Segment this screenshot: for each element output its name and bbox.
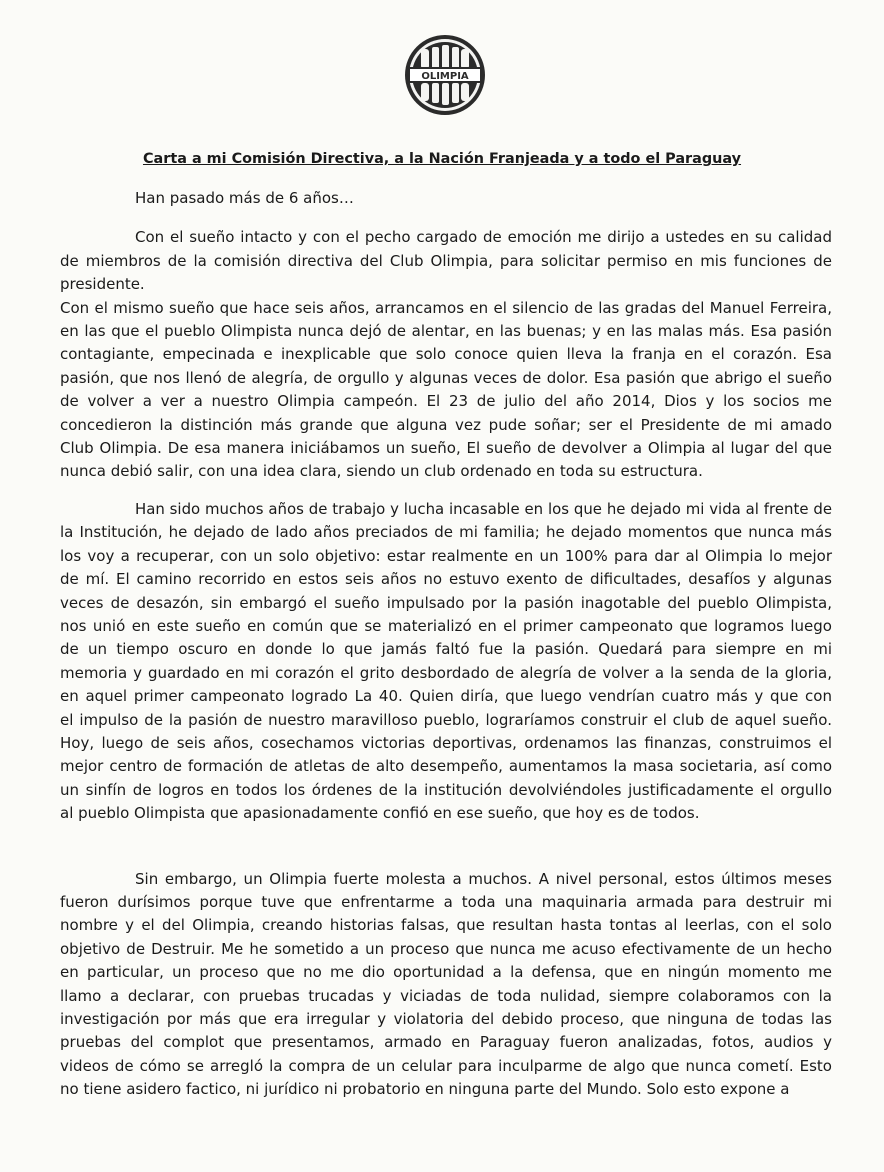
text-line: objetivo de Destruir. Me he sometido a un proceso que nunca me acuso efectivamente de un hecho — [60, 939, 832, 958]
text-line: en particular, un proceso que no me dio oportunidad a la defensa, que en ningún momento me — [60, 963, 832, 982]
text-line: fueron durísimos porque tuve que enfrentarme a toda una maquinaria armada para destruir mi — [60, 892, 832, 911]
text-line: de mí. El camino recorrido en estos seis años no estuvo exento de dificultades, desafíos y algunas — [60, 570, 832, 589]
text-line: Han sido muchos años de trabajo y lucha incasable en los que he dejado mi vida al frente de — [135, 499, 832, 518]
paragraph-request — [60, 226, 832, 296]
paragraph-defense — [60, 868, 832, 1102]
text-line: nos unió en este sueño en común que se materializó en el primer campeonato que logramos luego — [60, 616, 832, 635]
letter-body — [60, 187, 832, 1102]
text-line: pruebas del complot que presentamos, armado en Paraguay fueron analizadas, fotos, audios y — [60, 1033, 832, 1052]
logo-wordmark: OLIMPIA — [421, 71, 469, 82]
text-line: presidente. — [60, 275, 145, 294]
text-line: Club Olimpia. De esa manera iniciábamos un sueño, El sueño de devolver a Olimpia al lugar del que — [60, 439, 832, 458]
text-line: concedieron la distinción más grande que alguna vez pude soñar; ser el Presidente de mi amado — [60, 415, 832, 434]
text-line: los voy a recuperar, con un solo objetivo: estar realmente en un 100% para dar al Olimpia lo mejor — [60, 546, 832, 565]
crest-icon — [403, 33, 487, 117]
text-line: en las que el pueblo Olimpista nunca dejó de alentar, en las buenas; y en las malas más. Esa pasión — [60, 322, 832, 341]
text-line: en aquel primer campeonato logrado La 40. Quien diría, que luego vendrían cuatro más y que con — [60, 687, 832, 706]
text-line: Con el mismo sueño que hace seis años, arrancamos en el silencio de las gradas del Manuel Ferreira, — [60, 298, 832, 317]
text-line: Hoy, luego de seis años, cosechamos victorias deportivas, ordenamos las finanzas, construimos el — [60, 733, 832, 752]
text-line: veces de desazón, sin embargó el sueño impulsado por la pasión inagotable del pueblo Olimpista, — [60, 593, 832, 612]
text-line: investigación por más que era irregular y violatoria del debido proceso, que ninguna de todas las — [60, 1010, 832, 1028]
text-line: pasión, que nos llenó de alegría, de orgullo y algunas veces de dolor. Esa pasión que abrigo el sueño — [60, 368, 832, 387]
text-line: de miembros de la comisión directiva del Club Olimpia, para solicitar permiso en mis funciones de — [60, 251, 832, 270]
text-line: al pueblo Olimpista que apasionadamente confió en ese sueño, que hoy es de todos. — [60, 804, 700, 823]
text-line: la Institución, he dejado de lado años preciados de mi familia; he dejado momentos que nunca más — [60, 523, 832, 542]
letter-title: Carta a mi Comisión Directiva, a la Nación Franjeada y a todo el Paraguay — [142, 151, 742, 167]
paragraph-history — [60, 297, 832, 484]
text-line: videos de cómo se arregló la compra de un celular para inculparme de algo que nunca cometí. Esto — [60, 1056, 832, 1075]
text-line: Han pasado más de 6 años… — [135, 189, 354, 207]
paragraph-opening — [60, 187, 832, 210]
text-line: nombre y el del Olimpia, creando historias falsas, que resultan hasta tontas al leerlas, con el solo — [60, 916, 832, 935]
text-line: Sin embargo, un Olimpia fuerte molesta a muchos. A nivel personal, estos últimos meses — [135, 869, 832, 888]
text-line: un sinfín de logros en todos los órdenes de la institución devolviéndoles justificadamente el orgullo — [60, 780, 832, 799]
text-line: contagiante, empecinada e inexplicable que solo conoce quien lleva la franja en el corazón. Esa — [60, 345, 832, 364]
text-line: Con el sueño intacto y con el pecho cargado de emoción me dirijo a ustedes en su calidad — [135, 228, 832, 247]
text-line: mejor centro de formación de atletas de alto desempeño, aumentamos la masa societaria, así como — [60, 757, 832, 776]
text-line: de volver a ver a nuestro Olimpia campeón. El 23 de julio del año 2014, Dios y los socios me — [60, 392, 832, 411]
text-line: llamo a declarar, con pruebas trucadas y viciadas de toda nulidad, siempre colaboramos con la — [60, 986, 832, 1005]
text-line: el impulso de la pasión de nuestro maravilloso pueblo, lograríamos construir el club de aquel sueño. — [60, 710, 832, 729]
text-line: no tiene asidero factico, ni jurídico ni probatorio en ninguna parte del Mundo. Solo esto expone a — [60, 1080, 790, 1099]
text-line: memoria y guardado en mi corazón el grito desbordado de alegría de volver a la senda de la gloria, — [60, 663, 832, 682]
text-line: nunca debió salir, con una idea clara, siendo un club ordenado en toda su estructura. — [60, 462, 703, 481]
olimpia-crest-logo — [403, 33, 487, 117]
text-line: de un tiempo oscuro en donde lo que jamás faltó fue la pasión. Quedará para siempre en mi — [60, 640, 832, 659]
paragraph-achievements — [60, 498, 832, 826]
